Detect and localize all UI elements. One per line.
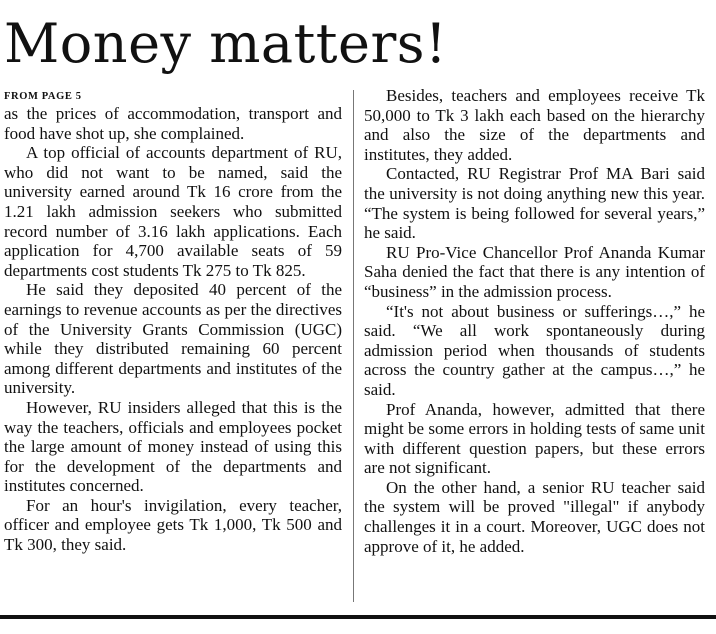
paragraph: “It's not about business or sufferings…,” he said. “We all work spontaneously during admission period when thousands of students across the country gather at the campus…,” he said. xyxy=(364,301,705,399)
paragraph: For an hour's invigilation, every teacher, officer and employee gets Tk 1,000, Tk 500 and Tk 300, they said. xyxy=(4,495,342,555)
headline: Money matters! xyxy=(4,12,448,75)
paragraph: Besides, teachers and employees receive Tk 50,000 to Tk 3 lakh each based on the hierarchy and also the size of the departments and institutes, they added. xyxy=(364,86,705,164)
column-divider xyxy=(353,90,354,602)
paragraph: He said they deposited 40 percent of the earnings to revenue accounts as per the directives of the University Grants Commission (UGC) while they distributed remaining 60 percent among different departments and institutes of the university. xyxy=(4,280,342,398)
paragraph: On the other hand, a senior RU teacher said the system will be proved "illegal" if anybody challenges it in a court. Moreover, UGC does not approve of it, he added. xyxy=(364,477,705,556)
paragraph: as the prices of accommodation, transport and food have shot up, she complained. xyxy=(4,104,342,143)
paragraph: Contacted, RU Registrar Prof MA Bari said the university is not doing anything new this year. “The system is being followed for several years,” he said. xyxy=(364,164,705,243)
left-column xyxy=(4,86,342,555)
paragraph: A top official of accounts department of RU, who did not want to be named, said the university earned around Tk 16 crore from the 1.21 lakh admission seekers who submitted record number of 3.16 lakh applications. Each application for 4,700 available seats of 59 departments cost students Tk 275 to Tk 825. xyxy=(4,143,342,280)
section-rule xyxy=(0,615,716,619)
paragraph: RU Pro-Vice Chancellor Prof Ananda Kumar Saha denied the fact that there is any intention of “business” in the admission process. xyxy=(364,242,705,301)
continuation-kicker: FROM PAGE 5 xyxy=(4,91,82,102)
right-column xyxy=(364,86,705,556)
paragraph: Prof Ananda, however, admitted that there might be some errors in holding tests of same unit with different question papers, but these errors are not significant. xyxy=(364,399,705,478)
paragraph: However, RU insiders alleged that this is the way the teachers, officials and employees pocket the large amount of money instead of using this for the development of the departments and institutes concerned. xyxy=(4,397,342,496)
